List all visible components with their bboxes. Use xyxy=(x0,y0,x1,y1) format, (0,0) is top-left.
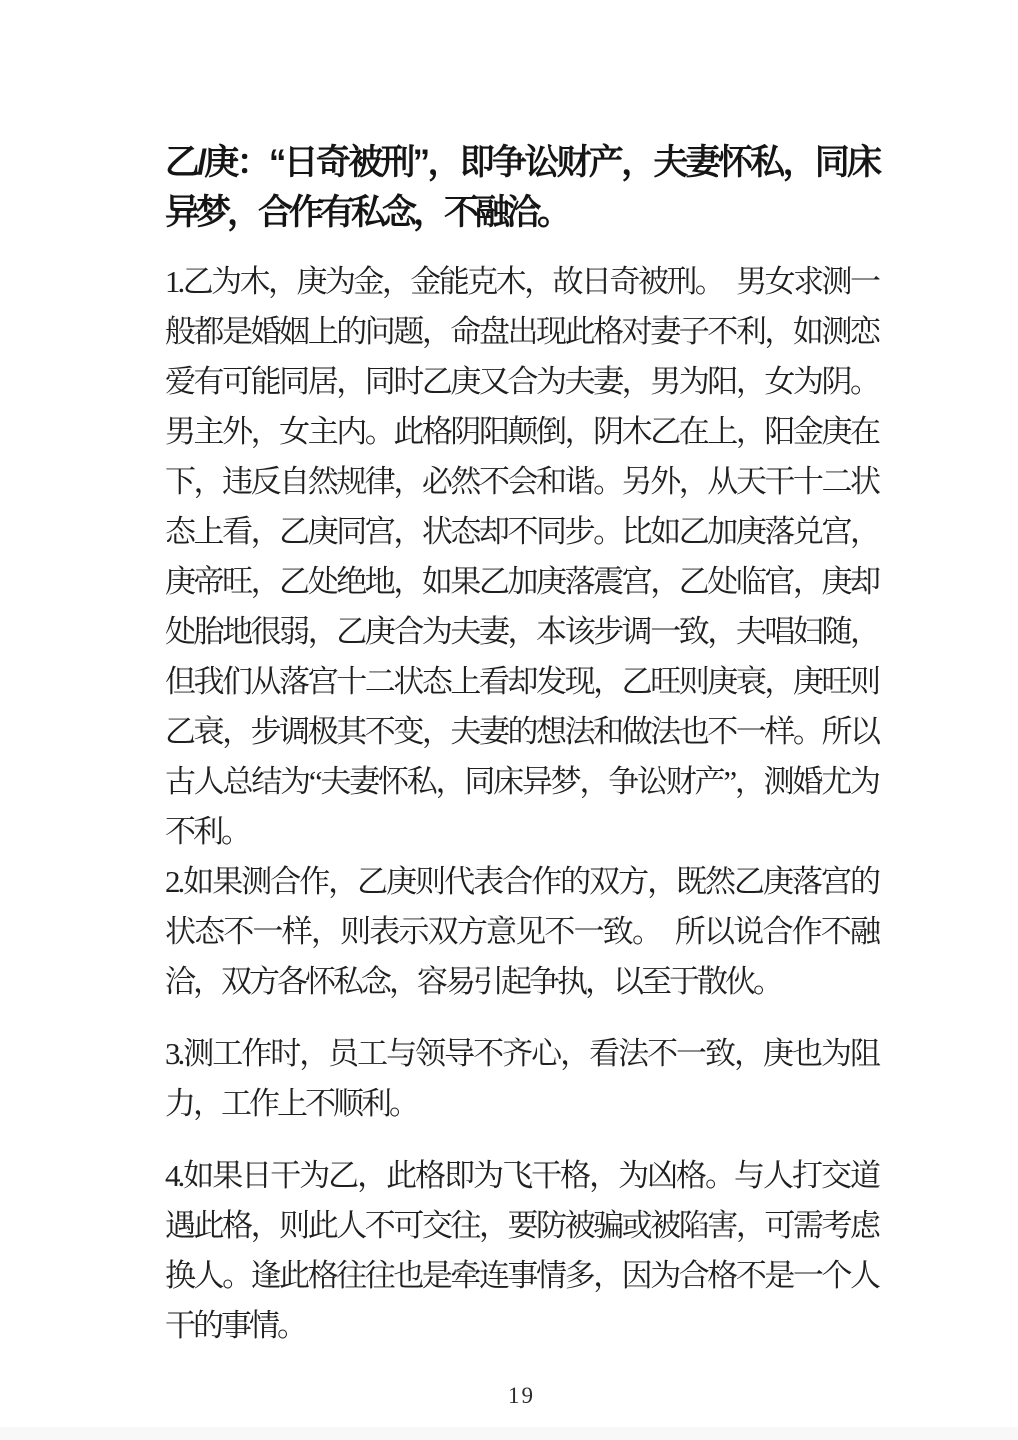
paragraph-3: 3.测工作时，员工与领导不齐心，看法不一致，庚也为阻力，工作上不顺利。 xyxy=(165,1036,878,1121)
page-number: 19 xyxy=(508,1383,535,1408)
page-bottom-edge xyxy=(0,1427,1018,1440)
paragraph-4: 4.如果日干为乙，此格即为飞干格，为凶格。与人打交道遇此格，则此人不可交往，要防被骗或被陷害，可需考虑换人。逢此格往往也是牵连事情多，因为合格不是一个人干的事情。 xyxy=(165,1158,878,1343)
paragraph-1: 1.乙为木，庚为金，金能克木，故日奇被刑。 男女求测一般都是婚姻上的问题，命盘出现此格对妻子不利，如测恋爱有可能同居，同时乙庚又合为夫妻，男为阳，女为阴。男主外，女主内。此格阴阳颠倒，阴木乙在上，阳金庚在下，违反自然规律，必然不会和谐。另外，从天干十二状态上看，乙庚同宫，状态却不同步。比如乙加庚落兑宫，庚帝旺，乙处绝地，如果乙加庚落震宫，乙处临官，庚却处胎地很弱，乙庚合为夫妻，本该步调一致，夫唱妇随，但我们从落宫十二状态上看却发现，乙旺则庚衰，庚旺则乙衰，步调极其不变，夫妻的想法和做法也不一样。所以古人总结为“夫妻怀私，同床异梦，争讼财产”，测婚尤为不利。 xyxy=(165,264,878,849)
paragraph-2: 2.如果测合作，乙庚则代表合作的双方，既然乙庚落宫的状态不一样，则表示双方意见不一致。 所以说合作不融洽，双方各怀私念，容易引起争执，以至于散伙。 xyxy=(165,864,878,999)
section-title: 乙/庚：“日奇被刑”，即争讼财产，夫妻怀私，同床异梦，合作有私念，不融洽。 xyxy=(165,143,878,232)
